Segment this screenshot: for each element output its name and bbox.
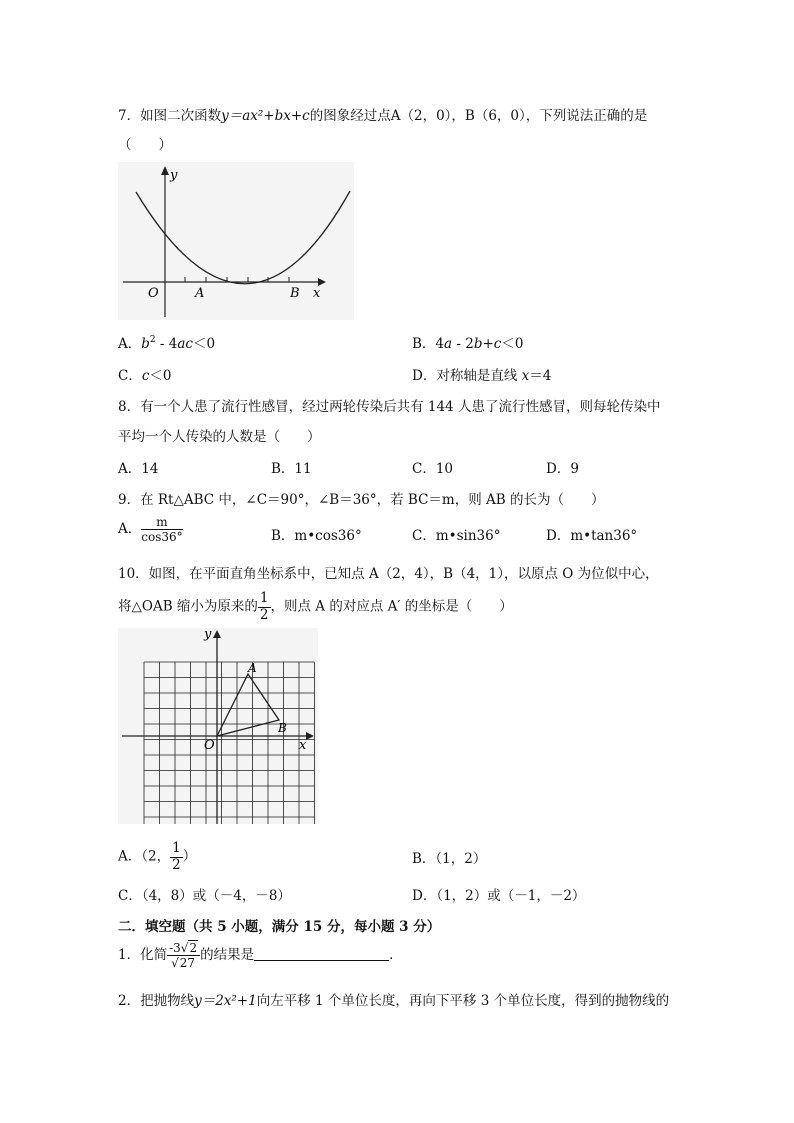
q10-x-label: x bbox=[299, 738, 307, 753]
fill1-answer-blank[interactable] bbox=[254, 948, 389, 961]
q10-graph-background bbox=[118, 628, 318, 824]
q7-parabola-graph bbox=[118, 162, 354, 320]
q7-origin-label: O bbox=[148, 286, 159, 301]
q10-point-b-label: B bbox=[278, 721, 287, 735]
q7-y-label: y bbox=[170, 168, 178, 183]
q8-option-b: B．11 bbox=[271, 461, 312, 477]
q10-option-d: D．（1，2）或（－1，－2） bbox=[412, 888, 586, 904]
q7-point-b-label: B bbox=[290, 286, 300, 301]
q9-option-c: C．m•sin36° bbox=[412, 528, 501, 544]
q10-stem-line1: 10．如图，在平面直角坐标系中，已知点 A（2，4），B（4，1），以原点 O 为位似中心， bbox=[118, 566, 659, 582]
q7-option-c: C．c＜0 bbox=[118, 368, 172, 384]
q8-stem-line2: 平均一个人传染的人数是（ ） bbox=[118, 429, 321, 445]
q10-point-a-label: A bbox=[248, 661, 257, 675]
q7-point-a: A（2，0）， bbox=[390, 108, 465, 124]
fill1-question: 1．化简 $\frac{-3√2}{√27}$ 的结果是 ． bbox=[118, 941, 403, 970]
fill2-function: y＝2x²+1 bbox=[194, 993, 257, 1009]
q7-option-a: A．$b^2 - 4ac<0$ bbox=[118, 335, 216, 352]
q10-stem-line2: 将△OAB 缩小为原来的 $\frac{1}{2}$ ，则点 A 的对应点 A′ 的坐标是（ ） bbox=[118, 590, 513, 623]
q9-option-a-fraction: $\frac{m}{\cos 36^\circ}$ bbox=[141, 515, 183, 544]
q8-option-d: D．9 bbox=[546, 461, 579, 477]
q10-y-label: y bbox=[204, 628, 212, 642]
q8-option-a: A．14 bbox=[118, 461, 159, 477]
q8-option-c: C．10 bbox=[412, 461, 454, 477]
q7-option-b: B．4a - 2b+c＜0 bbox=[412, 336, 524, 352]
q10-coordinate-grid bbox=[118, 628, 318, 824]
q9-option-d: D．m•tan36° bbox=[546, 528, 638, 544]
q9-option-a: A． $\frac{m}{\cos 36^\circ}$ bbox=[118, 515, 183, 544]
q7-point-b: B（6，0）， bbox=[464, 108, 540, 124]
q10-option-b: B．（1，2） bbox=[412, 851, 487, 867]
q10-option-a-fraction: $\frac{1}{2}$ bbox=[172, 840, 181, 873]
q7-function: y＝ax²+bx+c bbox=[221, 108, 310, 124]
fill1-fraction: $\frac{-3√2}{√27}$ bbox=[167, 942, 200, 969]
q7-option-d: D．对称轴是直线 x＝4 bbox=[412, 368, 552, 384]
q8-stem-line1: 8．有一个人患了流行性感冒，经过两轮传染后共有 144 人患了流行性感冒，则每轮传染中 bbox=[118, 399, 661, 415]
q7-point-a-label: A bbox=[195, 286, 205, 301]
q10-option-a: A．（2， $\frac{1}{2}$ ） bbox=[118, 840, 197, 873]
section-title-fill-in: 二．填空题（共 5 小题，满分 15 分，每小题 3 分） bbox=[118, 919, 441, 935]
fill2-question: 2．把抛物线y＝2x²+1向左平移 1 个单位长度，再向下平移 3 个单位长度，得到的抛物线的 bbox=[118, 993, 670, 1009]
q10-option-c: C．（4，8）或（－4，－8） bbox=[118, 888, 291, 904]
q9-stem: 9．在 Rt△ABC 中，∠C＝90°，∠B＝36°，若 BC＝m，则 AB 的长为（ ） bbox=[118, 492, 605, 508]
q9-option-b: B．m•cos36° bbox=[271, 528, 362, 544]
q10-origin-label: O bbox=[204, 738, 215, 753]
q7-stem: 7．如图二次函数y＝ax²+bx+c的图象经过点A（2，0），B（6，0），下列说法正确的是 bbox=[118, 108, 648, 124]
q10-half-fraction: $\frac{1}{2}$ bbox=[259, 590, 269, 623]
q7-paren: （ ） bbox=[118, 137, 172, 153]
q7-x-label: x bbox=[313, 286, 321, 301]
